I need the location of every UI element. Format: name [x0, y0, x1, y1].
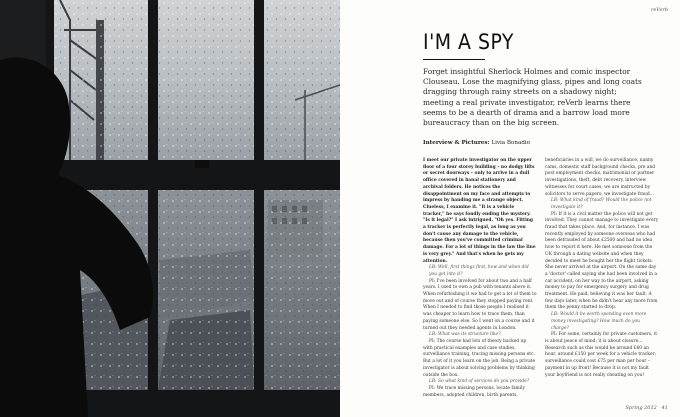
answer: PI: If it is a civil matter the police will not get involved. They cannot manage to investigate every fraud that takes place. And, for instance, I was recently employed by someone overseas who had been defrauded of about £2500 and had no idea how to report it here. He met someone from the UK through a dating website and when they decided to meet he bought her the flight tickets. She never arrived at the airport. On the same day a 'doctor' called saying she had been involved in a car accident, on her way to the airport, asking money to pay for emergency surgery and drug treatment. He paid, believing it was her fault. A few days later, when he didn't hear any more from them the penny started to drop. [545, 211, 659, 311]
page-number: 41 [661, 405, 668, 411]
question: LB: Would it be worth spending even more money investigating? How much do you charge? [551, 312, 647, 331]
standfirst: Forget insightful Sherlock Holmes and comic inspector Clouseau. Lose the magnifying glass, pipes and long coats dragging through rainy streets on a shadowy night; meeting a real private investigator, reVerb learns there seems to be a dearth of drama and a barrow load more bureaucracy than on the big screen. [423, 67, 642, 128]
question: LB: So what kind of services do you provide? [429, 379, 530, 385]
byline [423, 140, 530, 146]
title-rule [423, 59, 485, 60]
answer: PI: I've been involved for about two and a half years. I used to own a pub with tenants above it. When refurbishing it we had to get a lot of them to move out and of course they stopped paying rent. When I needed to find those people I realised it was cheaper to learn how to trace them, than paying someone else. So I went on a course and it turned out they needed agents in London. [423, 278, 537, 331]
page-footer [625, 405, 668, 411]
question: LB: What kind of fraud? Would the police not investigate it? [551, 198, 652, 210]
body-column-1 [423, 158, 537, 399]
body-column-2 [545, 158, 659, 379]
intro-paragraph: I meet our private investigator on the upper floor of a four storey building – no dodgy lifts or secret doorways – only to arrive in a dull office covered in banal stationery and archival folders. He notices the disappointment on my face and attempts to impress by handing me a strange object. Clueless, I examine it. "It is a vehicle tracker," he says fondly ending the mystery. "Is it legal?" I ask intrigued. "Oh yes. Fitting a tracker is perfectly legal, as long as you don't cause any damage to the vehicle, because then you've committed criminal damage. For a lot of things in the law the line is very grey." And that's when he gets my attention. [423, 158, 536, 264]
question: LB: Well, first things first, how and when did you get into it? [429, 265, 529, 277]
article-title: I'M A SPY [423, 30, 514, 54]
answer: PI: The course had lots of theory backed up with practical examples and case studies, surveillance training, tracing missing persons etc. But a lot of it you learn on the job. Being a private investigator is about solving problems by thinking outside the box. [423, 338, 536, 378]
answer: PI: We trace missing persons, locate family members, adopted children, birth parents, [423, 385, 526, 398]
answer-continued: beneficiaries in a will, we do surveillance, nanny cams, domestic staff background checks, pre and post employment checks, matrimonial or partner investigations, theft, debt recovery, interview witnesses for court cases; we are instructed by solicitors to serve papers; we investigate fraud… [545, 158, 656, 197]
article-page [340, 0, 680, 417]
magazine-name: reVerb [650, 7, 668, 13]
issue-label: Spring 2012 [625, 405, 657, 411]
answer: PI: For some, certainly for private customers, it is about peace of mind; it is about closure… Research such as this would be around £60 an hour, around £150 per week for a vehicle tracker; surveillance could cost £75 per man per hour – payment in up front! Because it is not my fault your boyfriend is not really cheating on you! [545, 332, 657, 378]
question: LB: What was its structure like? [429, 332, 501, 338]
byline-name: Livia Bonadio [491, 140, 531, 146]
byline-label: Interview & Pictures: [423, 140, 490, 146]
